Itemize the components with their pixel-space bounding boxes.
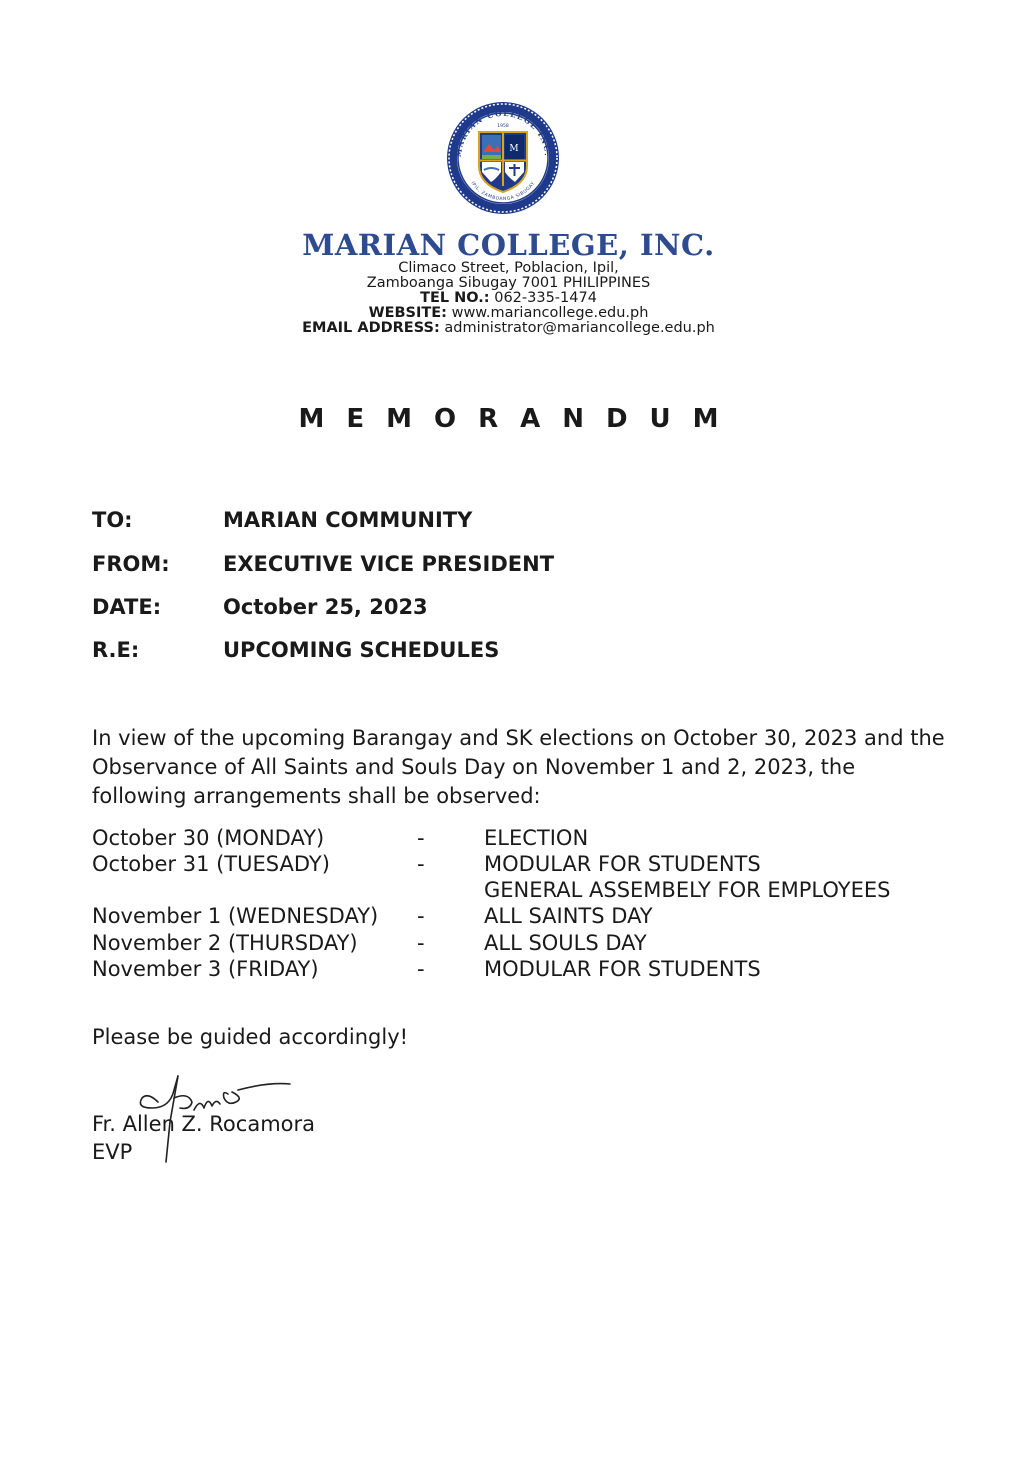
schedule-event: ALL SOULS DAY [484, 931, 647, 955]
schedule-dash: - [417, 852, 425, 876]
telephone-label: TEL NO.: [420, 290, 490, 306]
schedule-day: October 31 (TUESADY) [92, 852, 330, 876]
schedule-dash: - [417, 904, 425, 928]
memo-intro-paragraph: In view of the upcoming Barangay and SK elections on October 30, 2023 and the Observance of All Saints and Souls Day on November 1 and 2, 2023, the following arrangements shall be observed: [92, 726, 945, 808]
memo-to-row [92, 508, 472, 532]
memo-from-row [92, 552, 554, 576]
schedule-event: MODULAR FOR STUDENTS [484, 852, 761, 876]
svg-text:1958: 1958 [497, 124, 509, 129]
schedule-event: GENERAL ASSEMBELY FOR EMPLOYEES [484, 878, 891, 902]
memo-from-label: FROM: [92, 552, 170, 576]
telephone-line [0, 291, 1017, 306]
svg-text:M: M [509, 144, 519, 154]
schedule-day: November 1 (WEDNESDAY) [92, 904, 379, 928]
schedule-dash: - [417, 931, 425, 955]
schedule-dash: - [417, 826, 425, 850]
website-url: www.mariancollege.edu.ph [451, 305, 649, 321]
memo-to-value: MARIAN COMMUNITY [223, 508, 473, 532]
college-seal-logo [445, 100, 561, 216]
email-label: EMAIL ADDRESS: [302, 320, 440, 336]
schedule-event: ELECTION [484, 826, 589, 850]
email-address: administrator@mariancollege.edu.ph [444, 320, 715, 336]
memo-subject-value: UPCOMING SCHEDULES [223, 638, 500, 662]
memo-subject-label: R.E: [92, 638, 140, 662]
memo-title: MEMORANDUM [298, 404, 741, 434]
address-line-2: Zamboanga Sibugay 7001 PHILIPPINES [366, 275, 651, 291]
schedule-dash: - [417, 957, 425, 981]
address-line-1: Climaco Street, Poblacion, Ipil, [398, 260, 619, 276]
email-line [0, 321, 1017, 336]
signature-mark [118, 1062, 293, 1172]
memo-from-value: EXECUTIVE VICE PRESIDENT [223, 552, 555, 576]
telephone-number: 062-335-1474 [494, 290, 597, 306]
schedule-day: October 30 (MONDAY) [92, 826, 325, 850]
schedule-day: November 2 (THURSDAY) [92, 931, 358, 955]
svg-text:MARIAN COLLEGE INC.: MARIAN COLLEGE INC. [453, 108, 553, 158]
website-line [0, 306, 1017, 321]
schedule-day: November 3 (FRIDAY) [92, 957, 319, 981]
website-label: WEBSITE: [368, 305, 447, 321]
memo-to-label: TO: [92, 508, 133, 532]
memo-subject-row [92, 638, 499, 662]
svg-text:IPIL, ZAMBOANGA SIBUGAY: IPIL, ZAMBOANGA SIBUGAY [469, 181, 537, 203]
schedule-event: MODULAR FOR STUDENTS [484, 957, 761, 981]
college-name: MARIAN COLLEGE, INC. [302, 228, 715, 262]
signatory-title: EVP [92, 1140, 133, 1164]
memo-date-label: DATE: [92, 595, 162, 619]
memo-date-row [92, 595, 428, 619]
signatory-name: Fr. Allen Z. Rocamora [92, 1112, 316, 1136]
schedule-event: ALL SAINTS DAY [484, 904, 653, 928]
memo-date-value: October 25, 2023 [223, 595, 428, 619]
closing-line: Please be guided accordingly! [92, 1025, 409, 1049]
